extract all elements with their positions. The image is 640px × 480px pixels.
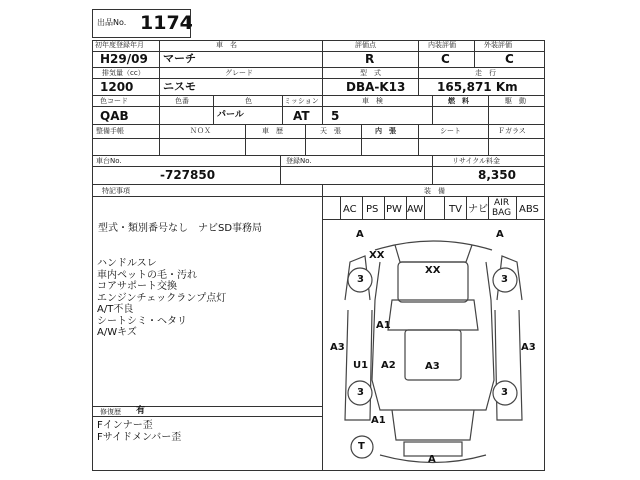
mark-right-side: A3 [521, 342, 536, 353]
mark-wheel-fr: 3 [501, 274, 508, 285]
note-item: シートシミ・ヘタリ [97, 315, 187, 327]
chassis-no-header: 車台No. [96, 157, 122, 165]
recycle-header: リサイクル料金 [452, 157, 501, 165]
color-header: 色 [245, 97, 252, 105]
notes-main: 型式・類別番号なし ナビSD事務局 [98, 223, 263, 234]
mark-rear-bumper: A [428, 454, 436, 465]
interior-score-value: C [441, 52, 450, 66]
note-item: 車内ペットの毛・汚れ [97, 269, 197, 281]
car-name-value: マーチ [163, 52, 196, 65]
mark-front-bumper: XX [369, 250, 385, 261]
mission-header: ミッション [284, 97, 319, 105]
history-header: 車 歴 [262, 127, 283, 135]
fuel-header: 燃 料 [448, 97, 469, 105]
notes-list [97, 258, 317, 339]
note-item: ハンドルスレ [97, 258, 157, 269]
color-code-value: QAB [100, 109, 129, 123]
exterior-score-header: 外装評価 [484, 41, 512, 49]
mileage-value: 165,871 Km [437, 80, 518, 94]
drive-header: 駆 動 [505, 97, 526, 105]
note-item: エンジンチェックランプ点灯 [97, 292, 227, 304]
equipment-pw: PW [386, 204, 402, 215]
chassis-no-value: -727850 [160, 168, 216, 182]
seat-header: シート [440, 127, 461, 135]
mark-left-door: A1 [376, 320, 391, 331]
mark-left-sill: U1 [353, 360, 369, 371]
displacement-value: 1200 [100, 80, 134, 94]
mission-value: AT [293, 109, 310, 123]
car-name-header: 車 名 [216, 41, 237, 49]
mark-rear-quarter: A1 [371, 415, 386, 426]
interior-score-header: 内装評価 [428, 41, 456, 49]
mark-left-side: A3 [330, 342, 345, 353]
equipment-navi: ナビ [468, 204, 488, 215]
model-type-header: 型 式 [360, 69, 381, 77]
repair-header: 修復歴 [100, 408, 121, 416]
equipment-aw: AW [407, 204, 424, 215]
equipment-header: 装 備 [424, 187, 445, 195]
color-value: パール [217, 110, 244, 120]
equipment-tv: TV [449, 204, 462, 215]
grade-value: ニスモ [163, 80, 196, 93]
reg-no-header: 登録No. [286, 157, 312, 165]
repair-note-item: Fサイドメンバー歪 [97, 431, 182, 443]
note-item: コアサポート交換 [97, 281, 177, 292]
mark-wheel-rr: 3 [501, 387, 508, 398]
nox-header: ＮＯＸ [190, 127, 211, 135]
sunroof-header: 天 張 [320, 127, 341, 135]
mark-wheel-fl: 3 [357, 274, 364, 285]
color-code-header: 色コード [100, 97, 128, 105]
note-item: A/T不良 [97, 304, 134, 315]
mission-speeds-value: 5 [331, 109, 340, 123]
f-glass-header: Ｆガラス [498, 127, 526, 135]
score-header: 評価点 [355, 41, 376, 49]
equipment-ac: AC [343, 204, 357, 215]
exterior-score-value: C [505, 52, 514, 66]
mark-front-left: A [356, 229, 364, 240]
notes-header: 特記事項 [102, 187, 130, 195]
year-header: 初年度登録年月 [95, 41, 144, 49]
interior-header: 内 張 [375, 127, 396, 135]
equipment-airbag: AIR BAG [492, 198, 512, 218]
grade-header: グレード [225, 69, 253, 77]
mark-hood: XX [425, 265, 441, 276]
mark-spare: T [358, 441, 365, 452]
inspection-header: 車 検 [362, 97, 383, 105]
lot-label: 出品No. [97, 18, 127, 27]
mileage-header: 走 行 [475, 69, 496, 77]
repair-note-item: Fインナー歪 [97, 420, 153, 431]
score-value: R [365, 52, 375, 66]
displacement-header: 排気量（cc） [102, 69, 145, 77]
mark-roof: A3 [425, 361, 440, 372]
equipment-ps: PS [366, 204, 379, 215]
color-no-header: 色番 [175, 97, 189, 105]
note-item: A/Wキズ [97, 327, 137, 338]
mark-left-rear-door: A2 [381, 360, 396, 371]
repair-value: 有 [136, 406, 146, 416]
model-type-value: DBA-K13 [346, 80, 406, 94]
repair-notes [97, 420, 317, 443]
year-value: H29/09 [100, 52, 148, 66]
mark-front-right: A [496, 229, 504, 240]
recycle-value: 8,350 [478, 168, 516, 182]
lot-number: 1174 [140, 12, 193, 34]
equipment-abs: ABS [519, 204, 539, 215]
maintenance-header: 整備手帳 [96, 127, 124, 135]
mark-wheel-rl: 3 [357, 387, 364, 398]
